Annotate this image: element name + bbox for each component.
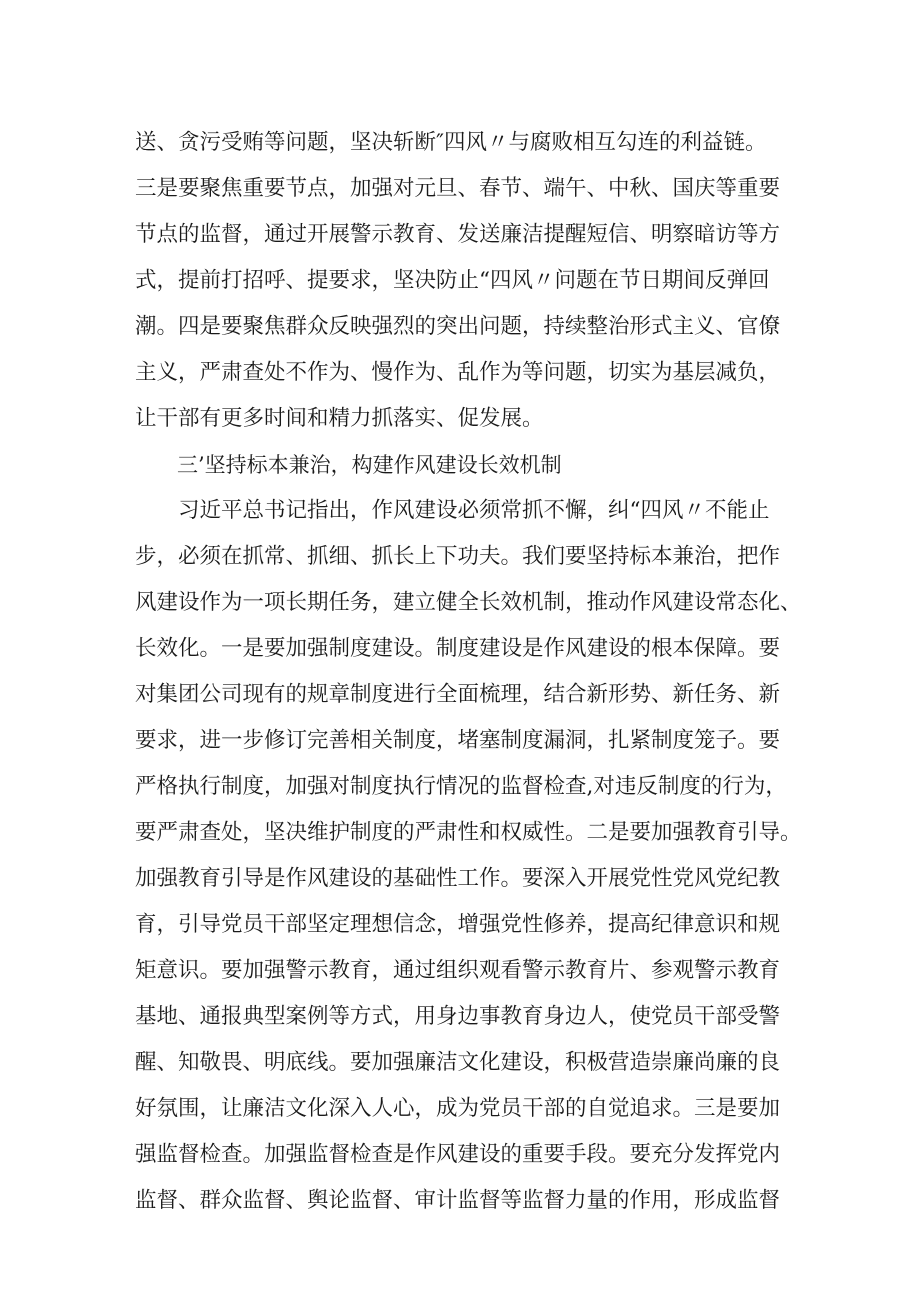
text-line: 严格执行制度，加强对制度执行情况的监督检查,对违反制度的行为， (135, 774, 787, 799)
text-line: 习近平总书记指出，作风建设必须常抓不懈，纠“四风〃不能止 (135, 498, 770, 523)
text-line: 醒、知敬畏、明底线。要加强廉洁文化建设，积极营造崇廉尚廉的良 (135, 1050, 781, 1075)
text-line: 潮。四是要聚焦群众反映强烈的突出问题，持续整治形式主义、官僚 (135, 314, 781, 339)
text-line: 式，提前打招呼、提要求，坚决防止“四风〃问题在节日期间反弹回 (135, 268, 770, 293)
text-line: 育，引导党员干部坚定理想信念，增强党性修养，提高纪律意识和规 (135, 912, 781, 937)
text-line: 节点的监督，通过开展警示教育、发送廉洁提醒短信、明察暗访等方 (135, 222, 781, 247)
text-line: 长效化。一是要加强制度建设。制度建设是作风建设的根本保障。要 (135, 636, 781, 661)
text-line: 步，必须在抓常、抓细、抓长上下功夫。我们要坚持标本兼治，把作 (135, 544, 781, 569)
text-line: 要求，进一步修订完善相关制度，堵塞制度漏洞，扎紧制度笼子。要 (135, 728, 781, 753)
section-heading: 三’坚持标本兼治，构建作风建设长效机制 (135, 453, 562, 477)
text-line: 基地、通报典型案例等方式，用身边事教育身边人，使党员干部受警 (135, 1004, 781, 1029)
text-line: 强监督检查。加强监督检查是作风建设的重要手段。要充分发挥党内 (135, 1142, 781, 1167)
text-line: 风建设作为一项长期任务，建立健全长效机制，推动作风建设常态化、 (135, 590, 802, 615)
text-line: 监督、群众监督、舆论监督、审计监督等监督力量的作用，形成监督 (135, 1188, 781, 1213)
text-line: 矩意识。要加强警示教育，通过组织观看警示教育片、参观警示教育 (135, 958, 781, 983)
text-line: 三是要聚焦重要节点，加强对元旦、春节、端午、中秋、国庆等重要 (135, 176, 781, 201)
text-line: 加强教育引导是作风建设的基础性工作。要深入开展党性党风党纪教 (135, 866, 781, 891)
text-line: 主义，严肃查处不作为、慢作为、乱作为等问题，切实为基层减负， (135, 360, 781, 385)
text-line: 送、贪污受贿等问题，坚决斩断″四风〃与腐败相互勾连的利益链。 (135, 130, 767, 155)
text-line: 要严肃查处，坚决维护制度的严肃性和权威性。二是要加强教育引导。 (135, 820, 802, 845)
text-line: 让干部有更多时间和精力抓落实、促发展。 (135, 406, 544, 431)
body-text (135, 120, 800, 1224)
text-line: 好氛围，让廉洁文化深入人心，成为党员干部的自觉追求。三是要加 (135, 1096, 781, 1121)
text-line: 对集团公司现有的规章制度进行全面梳理，结合新形势、新任务、新 (135, 682, 781, 707)
